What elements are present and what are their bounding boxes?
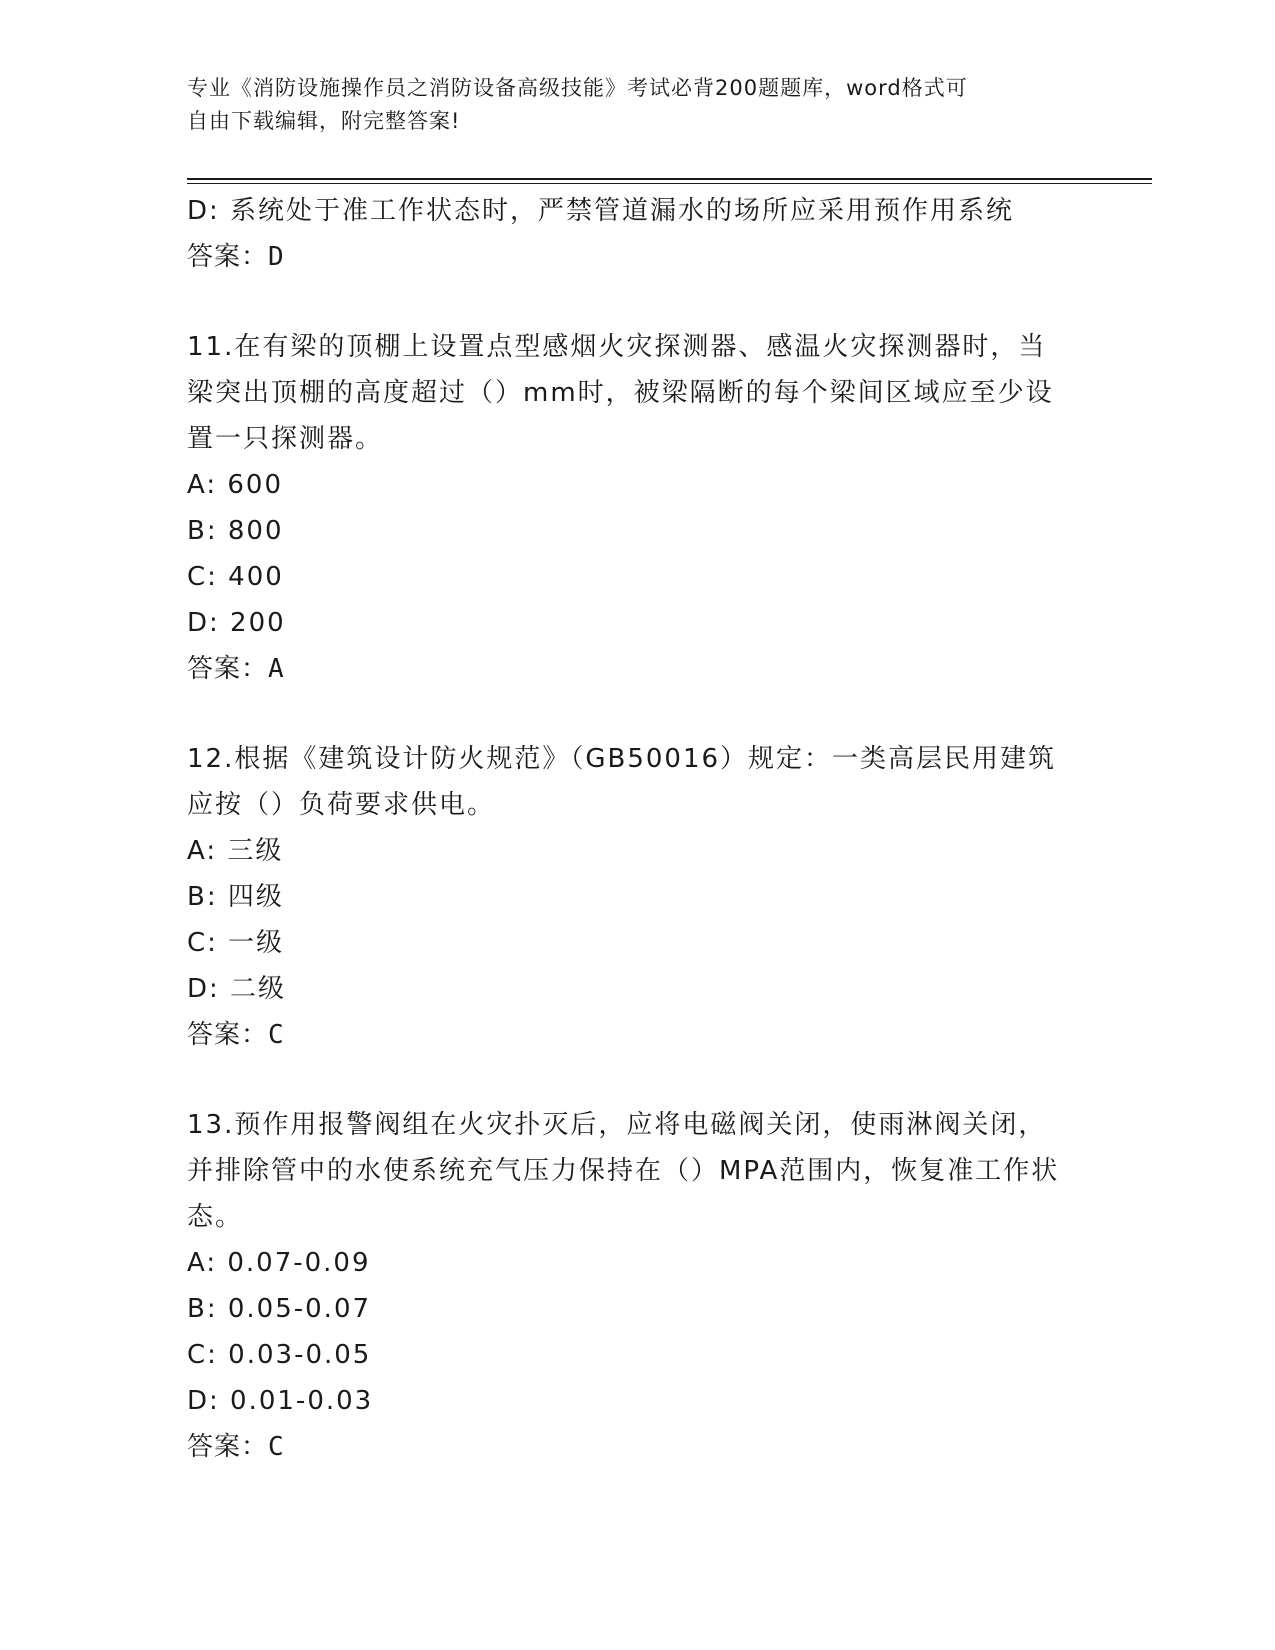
- prev-answer: 答案：D: [187, 242, 285, 272]
- answer: 答案：C: [187, 1020, 285, 1050]
- question-stem-line: 11.在有梁的顶棚上设置点型感烟火灾探测器、感温火灾探测器时，当: [187, 332, 1047, 362]
- question-12: [187, 736, 1087, 1058]
- option-d: D: 二级: [187, 974, 287, 1004]
- header-divider-thin: [187, 183, 1152, 184]
- option-c: C: 0.03-0.05: [187, 1340, 372, 1370]
- option-a: A: 0.07-0.09: [187, 1248, 371, 1278]
- question-stem-line: 置一只探测器。: [187, 424, 384, 454]
- option-b: B: 800: [187, 516, 284, 546]
- answer: 答案：A: [187, 654, 285, 684]
- option-c: C: 一级: [187, 928, 285, 958]
- option-a: A: 三级: [187, 836, 284, 866]
- answer: 答案：C: [187, 1432, 285, 1462]
- header-line-2: 自由下载编辑，附完整答案!: [187, 109, 461, 133]
- document-header: [187, 72, 1067, 138]
- prev-option-d: D: 系统处于准工作状态时，严禁管道漏水的场所应采用预作用系统: [187, 196, 1015, 226]
- question-stem-line: 应按（）负荷要求供电。: [187, 790, 496, 820]
- question-list: [187, 188, 1087, 1470]
- option-c: C: 400: [187, 562, 284, 592]
- question-stem-line: 并排除管中的水使系统充气压力保持在（）MPA范围内，恢复准工作状: [187, 1156, 1060, 1186]
- option-b: B: 0.05-0.07: [187, 1294, 372, 1324]
- question-stem-line: 梁突出顶棚的高度超过（）mm时，被梁隔断的每个梁间区域应至少设: [187, 378, 1054, 408]
- option-b: B: 四级: [187, 882, 284, 912]
- header-divider: [187, 178, 1152, 180]
- option-d: D: 0.01-0.03: [187, 1386, 374, 1416]
- option-a: A: 600: [187, 470, 283, 500]
- question-11: [187, 324, 1087, 692]
- question-stem-line: 态。: [187, 1202, 244, 1232]
- option-d: D: 200: [187, 608, 286, 638]
- question-13: [187, 1102, 1087, 1470]
- header-line-1: 专业《消防设施操作员之消防设备高级技能》考试必背200题题库，word格式可: [187, 76, 968, 100]
- question-stem-line: 12.根据《建筑设计防火规范》（GB50016）规定：一类高层民用建筑: [187, 744, 1057, 774]
- question-stem-line: 13.预作用报警阀组在火灾扑灭后，应将电磁阀关闭，使雨淋阀关闭，: [187, 1110, 1047, 1140]
